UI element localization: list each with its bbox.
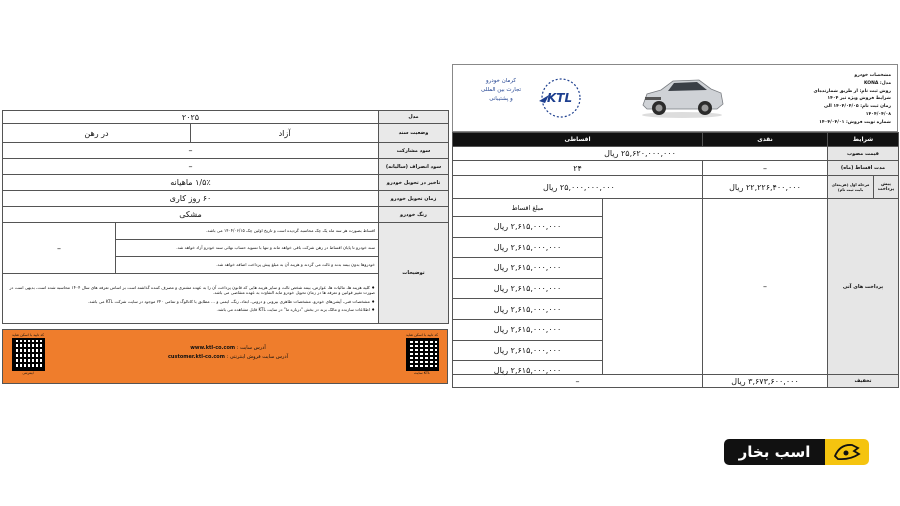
cancel-profit-label: سود انصراف (سالیانه): [379, 159, 449, 175]
delivery-delay-label: تاخیر در تحویل خودرو: [379, 175, 449, 191]
price-table: [452, 132, 899, 388]
footer-links: [153, 344, 303, 362]
col-cond-header: شرایط: [828, 133, 899, 147]
row-doc-status: [3, 124, 449, 143]
spec-line: شرایط فروش ویژه تیر ۱۴۰۴: [827, 96, 891, 102]
sales-url-link[interactable]: customer.ktl-co.com: [167, 354, 225, 360]
spec-line: روش ثبت نام: از طریق شمارنده‌ای: [813, 88, 891, 94]
company-line: تجارت بین المللی: [480, 87, 522, 93]
qr-code-left: [12, 338, 45, 371]
doc-status-mortgage: در رهن: [3, 124, 191, 142]
brand-wordmark: [724, 439, 825, 465]
notes-label: توضیحات: [379, 223, 449, 324]
qr-code-right: [406, 338, 439, 371]
spec-line: مشخصات خودرو: [854, 73, 891, 78]
brand-name: اسب بخار: [738, 443, 811, 461]
prepay-group-label: پیش پرداخت: [874, 176, 898, 198]
qr-left-sub: اینترنتی: [22, 371, 34, 375]
left-spec-table: [2, 110, 449, 324]
company-line: و پشتیبانی: [489, 96, 513, 102]
site-label: آدرس سایت :: [236, 345, 266, 351]
right-sheet: [452, 64, 898, 394]
doc-status-label: وضعیت سند: [379, 124, 449, 143]
company-line: کرمان خودرو: [485, 78, 517, 84]
price-value: ۲۵,۶۲۰,۰۰۰,۰۰۰ ریال: [453, 147, 828, 161]
installment-header: مبلغ اقساط: [453, 199, 602, 217]
delivery-time-value: ۶۰ روز کاری: [3, 191, 379, 207]
installment-amount: ۲,۶۱۵,۰۰۰,۰۰۰ ریال: [453, 299, 602, 320]
installment-amount: ۲,۶۱۵,۰۰۰,۰۰۰ ریال: [453, 258, 602, 279]
col-install-header: اقساطی: [453, 133, 703, 147]
price-label: قیمت مصوب: [828, 147, 899, 161]
months-install: ۲۴: [453, 161, 703, 176]
future-cash: –: [703, 199, 828, 375]
future-payments-label: پرداخت های آتی: [828, 199, 899, 375]
spec-line: مدل: KONA: [863, 80, 891, 86]
discount-label: تخفیف: [828, 375, 899, 388]
model-label: مدل: [379, 111, 449, 124]
note-bullet: ♦ کلیه هزینه ها، مالیات ها، عوارض، بیمه شخص ثالث و سایر هزینه هایی که قانون پرداخت آن را به عهده مشتری و مصرف کننده گذاشته است بر اساس تعرفه های سال ۱۴۰۴ محاسبه شده است، بدیهی است در صورت تغییر قوانین و تعرفه ها در زمان تحویل خودرو مابه التفاوت به عهده متقاضی می باشد.: [9, 284, 375, 296]
months-cash: –: [703, 161, 828, 176]
brand-logo: [724, 439, 869, 465]
model-value: ۲۰۲۵: [3, 111, 379, 124]
note-item: اقساط بصورت هر سه ماه یک چک محاسبه گردیده است و تاریخ اولین چک ۱۴۰۴/۰۶/۱۵ می باشد.: [116, 223, 378, 240]
note-item: خودروها بدون بیمه بدنه و ثالث می گردند و هزینه آن به مبلغ پیش پرداخت اضافه خواهد شد.: [216, 262, 375, 268]
spec-line: زمان ثبت نام: ۱۴۰۴/۰۴/۰۵ الی ۱۴۰۴/۰۴/۰۸: [824, 104, 891, 117]
ktl-logo: [535, 75, 587, 121]
prepay-sub-label: مرحله اول (هزینه‌ای بابت ثبت نام): [828, 176, 874, 198]
qr-left-block: [7, 333, 49, 375]
discount-cash: ۳,۶۷۳,۶۰۰,۰۰۰ ریال: [703, 375, 828, 388]
qr-left-caption: کد تایید با اسکن شاید: [11, 333, 45, 337]
notes-dash: –: [3, 223, 116, 273]
qr-right-block: [401, 333, 443, 375]
installment-amount: ۲,۶۱۵,۰۰۰,۰۰۰ ریال: [453, 279, 602, 300]
qr-right-sub: سایت KTL: [413, 371, 431, 375]
color-label: رنگ خودرو: [379, 207, 449, 223]
spec-line: شماره نوبت فروش: ۱۴۰۴/۰۴/۰۱: [819, 119, 891, 125]
cancel-profit-value: –: [3, 159, 379, 175]
horse-icon: [825, 439, 869, 465]
installment-amount: ۲,۶۱۵,۰۰۰,۰۰۰ ریال: [453, 217, 602, 238]
spec-lines: [801, 72, 891, 127]
installment-amount: ۲,۶۱۵,۰۰۰,۰۰۰ ریال: [453, 238, 602, 259]
site-url-link[interactable]: www.ktl-co.com: [190, 345, 236, 351]
installment-amount: ۲,۶۱۵,۰۰۰,۰۰۰ ریال: [453, 320, 602, 341]
left-sheet: [2, 110, 448, 383]
installment-amount: ۲,۶۱۵,۰۰۰,۰۰۰ ریال: [493, 366, 562, 376]
note-item: سند خودرو تا پایان اقساط در رهن شرکت باقی خواهد ماند و تنها با تسویه حساب نهائی سند خودرو آزاد خواهد شد.: [116, 240, 378, 257]
row-model: [3, 111, 449, 124]
car-image: [639, 73, 725, 119]
color-value: مشکی: [3, 207, 379, 223]
doc-status-free: آزاد: [278, 128, 291, 138]
company-name: [471, 77, 531, 104]
right-header: [452, 64, 898, 132]
note-bullet: ♦ مشخصات فنی، آپشن‌های خودرو، مشخصات ظاهری بیرونی و درونی، ابعاد، رنگ، ایمنی و ... مطابق با کاتالوگ و تمامی ۲۴۰ موجود در سایت شرکت KTL می باشد.: [87, 298, 375, 304]
prepay-cash: ۲۲,۲۲۶,۴۰۰,۰۰۰ ریال: [703, 176, 828, 199]
ktl-logo-text: KTL: [547, 91, 573, 105]
installment-amount: ۲,۶۱۵,۰۰۰,۰۰۰ ریال: [453, 341, 602, 362]
footer-bar: [2, 329, 448, 384]
qr-right-caption: کد تایید با اسکن شاید: [405, 333, 439, 337]
installment-list: [453, 199, 603, 374]
note-bullet: ♦ اطلاعات سازنده و مالک برند در بخش "درباره ما" در سایت KTL قابل مشاهده می باشد.: [216, 306, 375, 312]
col-cash-header: نقدی: [703, 133, 828, 147]
delivery-time-label: زمان تحویل خودرو: [379, 191, 449, 207]
sales-label: آدرس سایت فروش اینترنتی :: [226, 354, 289, 360]
delivery-delay-value: ۱/۵٪ ماهیانه: [3, 175, 379, 191]
months-label: مدت اقساط (ماه): [828, 161, 899, 176]
discount-install: –: [453, 375, 703, 388]
partnership-profit-label: سود مشارکت: [379, 143, 449, 159]
prepay-install: ۲۵,۰۰۰,۰۰۰,۰۰۰ ریال: [453, 176, 703, 199]
partnership-profit-value: –: [3, 143, 379, 159]
